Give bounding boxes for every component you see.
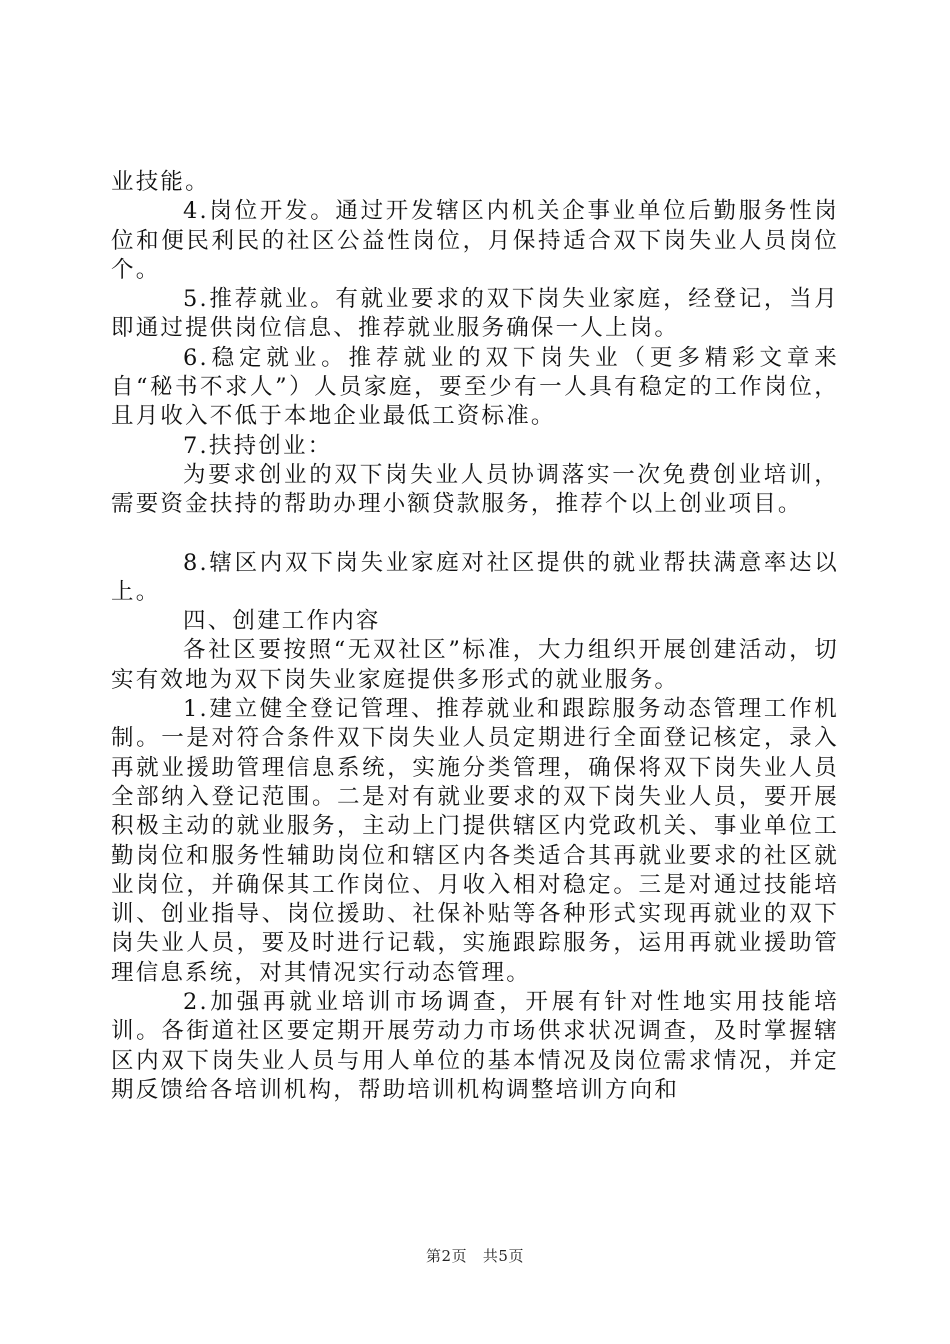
page-footer <box>0 1245 950 1266</box>
paragraph: 6.稳定就业。推荐就业的双下岗失业（更多精彩文章来自“秘书不求人”）人员家庭，要至少有一人具有稳定的工作岗位，且月收入不低于本地企业最低工资标准。 <box>111 344 839 430</box>
page-total: 共5页 <box>482 1247 524 1265</box>
paragraph: 1.建立健全登记管理、推荐就业和跟踪服务动态管理工作机制。一是对符合条件双下岗失业人员定期进行全面登记核定，录入再就业援助管理信息系统，实施分类管理，确保将双下岗失业人员全部纳入登记范围。二是对有就业要求的双下岗失业人员，要开展积极主动的就业服务，主动上门提供辖区内党政机关、事业单位工勤岗位和服务性辅助岗位和辖区内各类适合其再就业要求的社区就业岗位，并确保其工作岗位、月收入相对稳定。三是对通过技能培训、创业指导、岗位援助、社保补贴等各种形式实现再就业的双下岗失业人员，要及时进行记载，实施跟踪服务，运用再就业援助管理信息系统，对其情况实行动态管理。 <box>111 696 839 986</box>
page-number: 第2页 <box>426 1247 468 1265</box>
paragraph: 2.加强再就业培训市场调查，开展有针对性地实用技能培训。各街道社区要定期开展劳动力市场供求状况调查，及时掌握辖区内双下岗失业人员与用人单位的基本情况及岗位需求情况，并定期反馈给各培训机构，帮助培训机构调整培训方向和 <box>111 989 839 1103</box>
paragraph: 7.扶持创业： <box>183 432 333 459</box>
document-body <box>111 168 839 1105</box>
paragraph: 4.岗位开发。通过开发辖区内机关企事业单位后勤服务性岗位和便民利民的社区公益性岗位，月保持适合双下岗失业人员岗位个。 <box>111 198 839 283</box>
paragraph: 业技能。 <box>111 169 210 195</box>
paragraph: 8.辖区内双下岗失业家庭对社区提供的就业帮扶满意率达以上。 <box>111 549 839 605</box>
paragraph: 为要求创业的双下岗失业人员协调落实一次免费创业培训，需要资金扶持的帮助办理小额贷款服务，推荐个以上创业项目。 <box>111 461 839 518</box>
section-heading: 四、创建工作内容 <box>183 608 381 635</box>
paragraph: 5.推荐就业。有就业要求的双下岗失业家庭，经登记，当月即通过提供岗位信息、推荐就业服务确保一人上岗。 <box>111 286 839 342</box>
page-spacer <box>472 1247 477 1265</box>
paragraph: 各社区要按照“无双社区”标准，大力组织开展创建活动，切实有效地为双下岗失业家庭提供多形式的就业服务。 <box>111 637 839 693</box>
